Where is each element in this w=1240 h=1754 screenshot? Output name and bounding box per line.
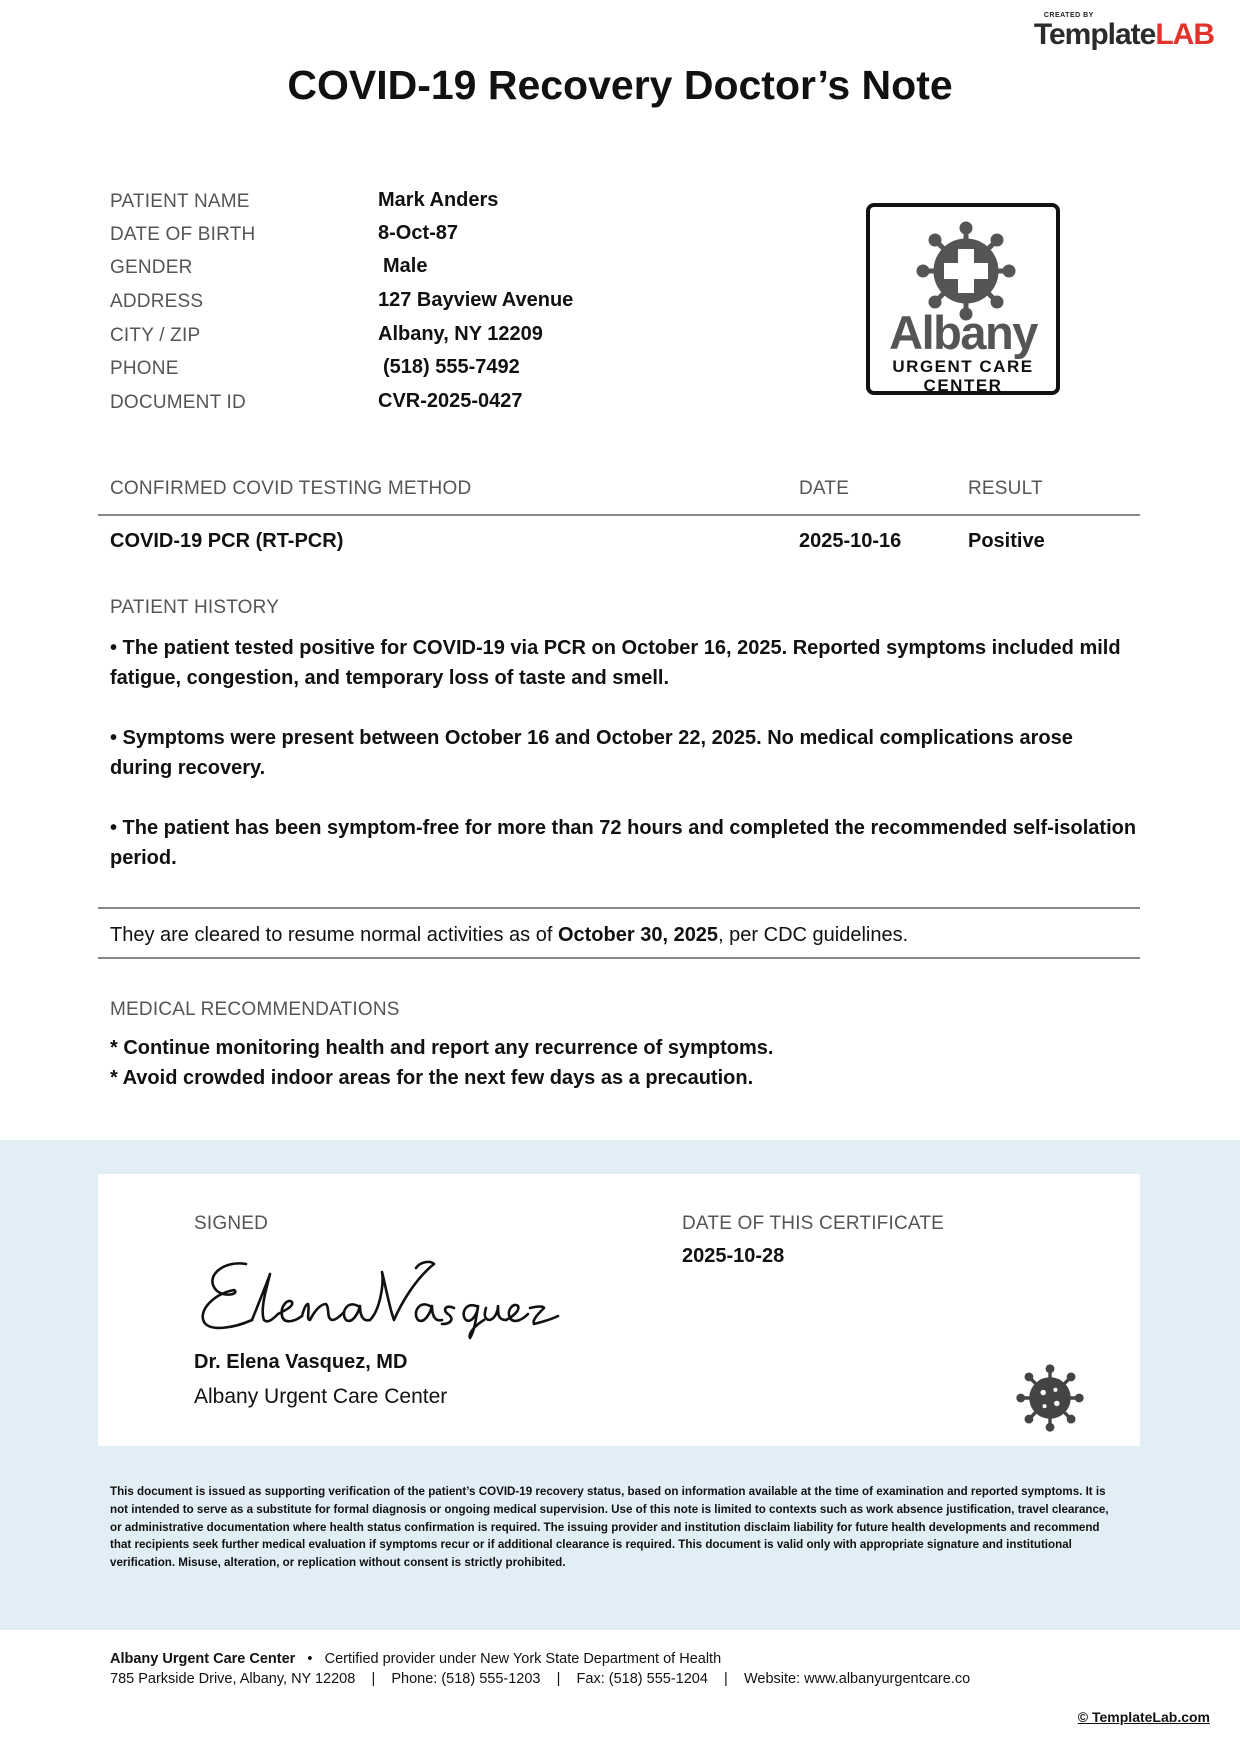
- brand-created-by: CREATED BY: [1043, 12, 1094, 19]
- document-id-value: CVR-2025-0427: [378, 390, 523, 412]
- footer-website: Website: www.albanyurgentcare.co: [743, 1671, 971, 1687]
- gender-value: Male: [383, 255, 428, 277]
- clearance-top-divider: [98, 907, 1140, 909]
- footer-certification: Certified provider under New York State Department of Health: [324, 1651, 722, 1667]
- table-divider: [98, 514, 1140, 516]
- doctor-institution: Albany Urgent Care Center: [194, 1385, 448, 1408]
- brand-wordmark: [1034, 18, 1214, 52]
- testing-result-header: RESULT: [968, 478, 1043, 499]
- address-value: 127 Bayview Avenue: [378, 289, 574, 311]
- recommendation-item: * Avoid crowded indoor areas for the next few days as a precaution.: [110, 1067, 754, 1089]
- doctor-name: Dr. Elena Vasquez, MD: [194, 1351, 408, 1373]
- footer-bullet: •: [307, 1651, 313, 1667]
- phone-label: PHONE: [110, 358, 179, 379]
- history-item: • The patient tested positive for COVID-19 via PCR on October 16, 2025. Reported symptoms included mild fatigue, congestion, and temporary loss of taste and smell.: [110, 637, 1121, 689]
- clearance-prefix: They are cleared to resume normal activities as of: [110, 924, 558, 946]
- testing-date-value: 2025-10-16: [799, 530, 902, 552]
- footer-org-name: Albany Urgent Care Center: [110, 1651, 296, 1667]
- testing-method-value: COVID-19 PCR (RT-PCR): [110, 530, 344, 552]
- recommendations-label: MEDICAL RECOMMENDATIONS: [110, 999, 400, 1020]
- recommendation-item: * Continue monitoring health and report any recurrence of symptoms.: [110, 1037, 774, 1059]
- patient-name-label: PATIENT NAME: [110, 191, 250, 212]
- logo-name: Albany: [889, 306, 1037, 359]
- footer-phone: Phone: (518) 555-1203: [391, 1671, 541, 1687]
- clearance-statement: [110, 924, 908, 947]
- history-item: • Symptoms were present between October 16 and October 22, 2025. No medical complications arose during recovery.: [110, 727, 1073, 779]
- patient-name-value: Mark Anders: [378, 189, 499, 211]
- virus-icon: [1016, 1364, 1084, 1432]
- city-zip-value: Albany, NY 12209: [378, 323, 543, 345]
- page-title: COVID-19 Recovery Doctor’s Note: [287, 62, 953, 108]
- logo-subtitle-line1: URGENT CARE: [892, 357, 1034, 376]
- patient-history-label: PATIENT HISTORY: [110, 597, 280, 618]
- testing-method-header: CONFIRMED COVID TESTING METHOD: [110, 478, 472, 499]
- testing-result-value: Positive: [968, 530, 1045, 552]
- handwritten-signature: [194, 1250, 564, 1340]
- clinic-logo: [866, 203, 1060, 395]
- footer-separator: |: [724, 1671, 728, 1687]
- dob-label: DATE OF BIRTH: [110, 224, 256, 245]
- address-label: ADDRESS: [110, 291, 204, 312]
- footer-separator: |: [556, 1671, 561, 1687]
- document-id-label: DOCUMENT ID: [110, 392, 246, 413]
- certificate-date-label: DATE OF THIS CERTIFICATE: [682, 1213, 945, 1234]
- brand-name-part1: Template: [1033, 18, 1156, 51]
- certificate-date-value: 2025-10-28: [682, 1245, 785, 1267]
- clearance-suffix: , per CDC guidelines.: [718, 924, 909, 946]
- clearance-date: October 30, 2025: [557, 924, 719, 946]
- footer-org-line: [110, 1651, 721, 1667]
- clearance-bottom-divider: [98, 957, 1140, 959]
- footer-address: 785 Parkside Drive, Albany, NY 12208: [110, 1671, 356, 1687]
- history-item: • The patient has been symptom-free for more than 72 hours and completed the recommended self-isolation period.: [110, 817, 1137, 869]
- footer-contact-line: [110, 1671, 970, 1687]
- dob-value: 8-Oct-87: [378, 222, 459, 244]
- gender-label: GENDER: [110, 257, 193, 278]
- logo-subtitle-line2: CENTER: [923, 376, 1003, 395]
- city-zip-label: CITY / ZIP: [110, 325, 201, 346]
- brand-name-part2: LAB: [1155, 18, 1214, 51]
- footer-fax: Fax: (518) 555-1204: [576, 1671, 708, 1687]
- signed-label: SIGNED: [194, 1213, 269, 1234]
- footer-separator: |: [371, 1671, 376, 1687]
- templatelab-brand: [1034, 12, 1214, 52]
- testing-date-header: DATE: [799, 478, 850, 499]
- phone-value: (518) 555-7492: [383, 356, 520, 378]
- disclaimer-text: This document is issued as supporting verification of the patient’s COVID-19 recovery status, based on information available at the time of examination and reported symptoms. It is not intended to serve as a substitute for formal diagnosis or ongoing medical supervision. Use of this note is limited to contexts such as work absence justification, travel clearance, or administrative documentation where health status confirmation is required. The issuing provider and institution disclaim liability for future health developments and recommend that recipients seek further medical evaluation if symptoms recur or if additional clearance is required. This document is valid only with appropriate signature and institutional verification. Misuse, alteration, or replication without consent is strictly prohibited.: [110, 1485, 1109, 1570]
- copyright-link[interactable]: © TemplateLab.com: [1077, 1709, 1210, 1725]
